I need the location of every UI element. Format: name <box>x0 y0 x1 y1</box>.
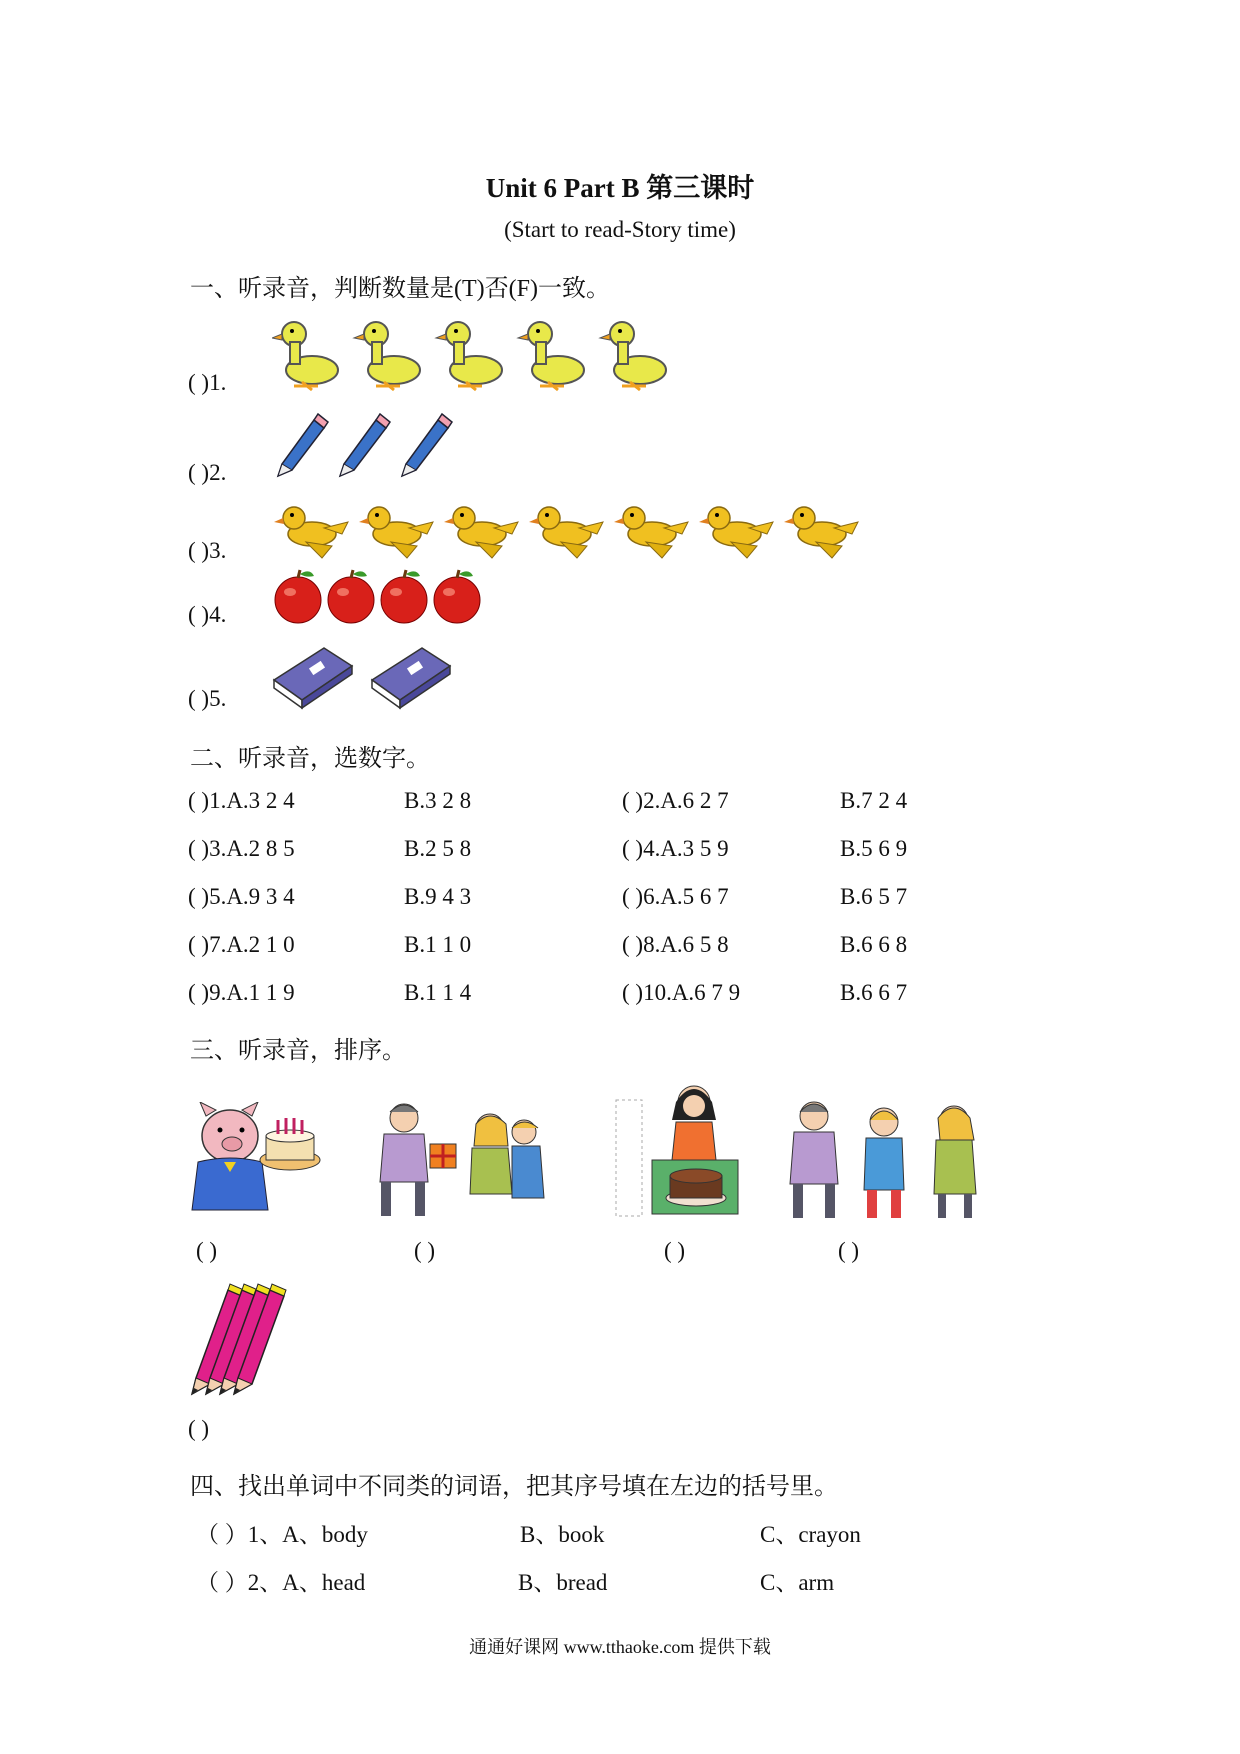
s3-blank-4[interactable]: ( ) <box>838 1238 860 1263</box>
s3-blank-2[interactable]: ( ) <box>414 1238 436 1263</box>
s1-item-5-icons <box>272 644 458 710</box>
s2-q4-b: B.5 6 9 <box>840 836 908 861</box>
section-3-heading: 三、听录音，排序。 <box>190 1038 406 1064</box>
s1-item-2-label: ( )2. <box>188 460 227 485</box>
s4-q2-b: B、bread <box>518 1570 608 1595</box>
gift-exchange-picture <box>372 1098 552 1218</box>
s2-q6-b: B.6 5 7 <box>840 884 908 909</box>
pig-with-cake-picture <box>190 1102 325 1212</box>
s2-q8: ( )8.A.6 5 8 <box>622 932 729 957</box>
friends-greeting-picture <box>784 1094 994 1220</box>
s2-q6: ( )6.A.5 6 7 <box>622 884 729 909</box>
s4-q1-b: B、book <box>520 1522 605 1547</box>
section-2-heading: 二、听录音，选数字。 <box>190 746 430 772</box>
apple-icon <box>272 568 487 624</box>
s1-item-1-label: ( )1. <box>188 370 227 395</box>
s1-item-4-icons <box>272 568 487 624</box>
section-4-heading: 四、找出单词中不同类的词语，把其序号填在左边的括号里。 <box>190 1474 838 1500</box>
s1-item-4-label: ( )4. <box>188 602 227 627</box>
s1-item-3-label: ( )3. <box>188 538 227 563</box>
s2-q3: ( )3.A.2 8 5 <box>188 836 295 861</box>
page-title: Unit 6 Part B 第三课时 <box>485 173 755 203</box>
book-icon <box>272 644 458 710</box>
girl-with-cake-picture <box>612 1080 752 1220</box>
s4-q2: （ ）2、A、head <box>196 1570 366 1595</box>
s2-q8-b: B.6 6 8 <box>840 932 908 957</box>
page-subtitle: (Start to read-Story time) <box>504 217 736 242</box>
s3-blank-5[interactable]: ( ) <box>188 1416 210 1441</box>
section-1-heading: 一、听录音，判断数量是(T)否(F)一致。 <box>190 276 610 302</box>
s2-q2-b: B.7 2 4 <box>840 788 908 813</box>
s4-q2-c: C、arm <box>760 1570 835 1595</box>
s1-item-5-label: ( )5. <box>188 686 227 711</box>
s1-item-1-icons <box>272 312 682 392</box>
bird-icon <box>272 500 872 562</box>
s2-q10: ( )10.A.6 7 9 <box>622 980 741 1005</box>
s1-item-2-icons <box>272 412 462 482</box>
s4-q1: （ ）1、A、body <box>196 1522 368 1547</box>
s2-q1: ( )1.A.3 2 4 <box>188 788 295 813</box>
page-footer: 通通好课网 www.tthaoke.com 提供下载 <box>469 1637 771 1657</box>
s2-q4: ( )4.A.3 5 9 <box>622 836 729 861</box>
crayons-picture <box>188 1282 298 1400</box>
s3-blank-1[interactable]: ( ) <box>196 1238 218 1263</box>
s4-q1-c: C、crayon <box>760 1522 861 1547</box>
s2-q7-b: B.1 1 0 <box>404 932 472 957</box>
s1-item-3-icons <box>272 500 872 562</box>
pencil-icon <box>272 412 462 482</box>
s2-q9-b: B.1 1 4 <box>404 980 472 1005</box>
s2-q5-b: B.9 4 3 <box>404 884 472 909</box>
s2-q7: ( )7.A.2 1 0 <box>188 932 295 957</box>
s2-q3-b: B.2 5 8 <box>404 836 472 861</box>
s2-q2: ( )2.A.6 2 7 <box>622 788 729 813</box>
s2-q1-b: B.3 2 8 <box>404 788 472 813</box>
s2-q5: ( )5.A.9 3 4 <box>188 884 295 909</box>
s2-q9: ( )9.A.1 1 9 <box>188 980 295 1005</box>
s3-blank-3[interactable]: ( ) <box>664 1238 686 1263</box>
duck-icon <box>272 312 682 392</box>
s2-q10-b: B.6 6 7 <box>840 980 908 1005</box>
